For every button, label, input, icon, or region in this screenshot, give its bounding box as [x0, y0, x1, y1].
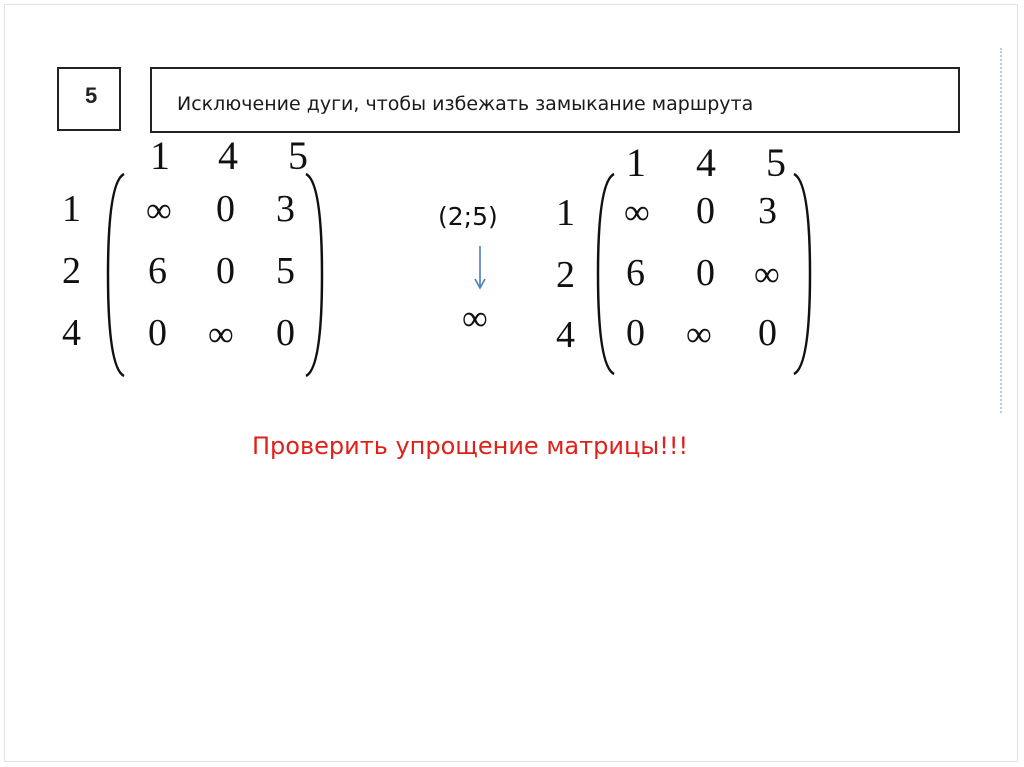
right-row-header: 4 — [556, 314, 575, 356]
left-row-header: 4 — [62, 312, 81, 354]
right-col-header: 4 — [696, 140, 716, 185]
down-arrow-icon — [470, 246, 490, 292]
slide-title-box — [150, 67, 960, 133]
right-cell: ∞ — [624, 192, 650, 232]
right-cell: 0 — [696, 190, 715, 232]
left-cell: 6 — [148, 250, 167, 292]
right-close-bracket — [790, 172, 814, 376]
slide-number: 5 — [85, 83, 98, 108]
right-cell: 0 — [758, 312, 777, 354]
right-row-header: 2 — [556, 254, 575, 296]
left-cell: 5 — [276, 250, 295, 292]
right-open-bracket — [594, 172, 618, 376]
warning-text: Проверить упрощение матрицы!!! — [252, 432, 689, 460]
right-col-header: 1 — [626, 140, 646, 185]
right-cell: 0 — [626, 312, 645, 354]
left-cell: 0 — [216, 188, 235, 230]
left-cell: 0 — [216, 250, 235, 292]
slide-title: Исключение дуги, чтобы избежать замыкание маршрута — [177, 93, 754, 115]
arc-label: (2;5) — [438, 202, 498, 231]
right-cell: 6 — [626, 252, 645, 294]
left-cell: 0 — [148, 312, 167, 354]
left-col-header: 1 — [150, 133, 170, 178]
left-col-header: 5 — [288, 133, 308, 178]
left-open-bracket — [104, 172, 128, 378]
left-row-header: 1 — [62, 188, 81, 230]
left-row-header: 2 — [62, 250, 81, 292]
right-row-header: 1 — [556, 192, 575, 234]
right-cell: ∞ — [754, 254, 780, 294]
left-close-bracket — [302, 172, 326, 378]
infinity-result: ∞ — [462, 298, 488, 338]
side-divider — [1000, 48, 1002, 413]
right-cell: 3 — [758, 190, 777, 232]
right-cell: 0 — [696, 252, 715, 294]
slide-number-box — [57, 67, 121, 131]
left-cell: ∞ — [208, 314, 234, 354]
right-cell: ∞ — [686, 314, 712, 354]
right-col-header: 5 — [766, 140, 786, 185]
left-cell: 3 — [276, 188, 295, 230]
left-cell: 0 — [276, 312, 295, 354]
left-cell: ∞ — [146, 190, 172, 230]
left-col-header: 4 — [218, 133, 238, 178]
